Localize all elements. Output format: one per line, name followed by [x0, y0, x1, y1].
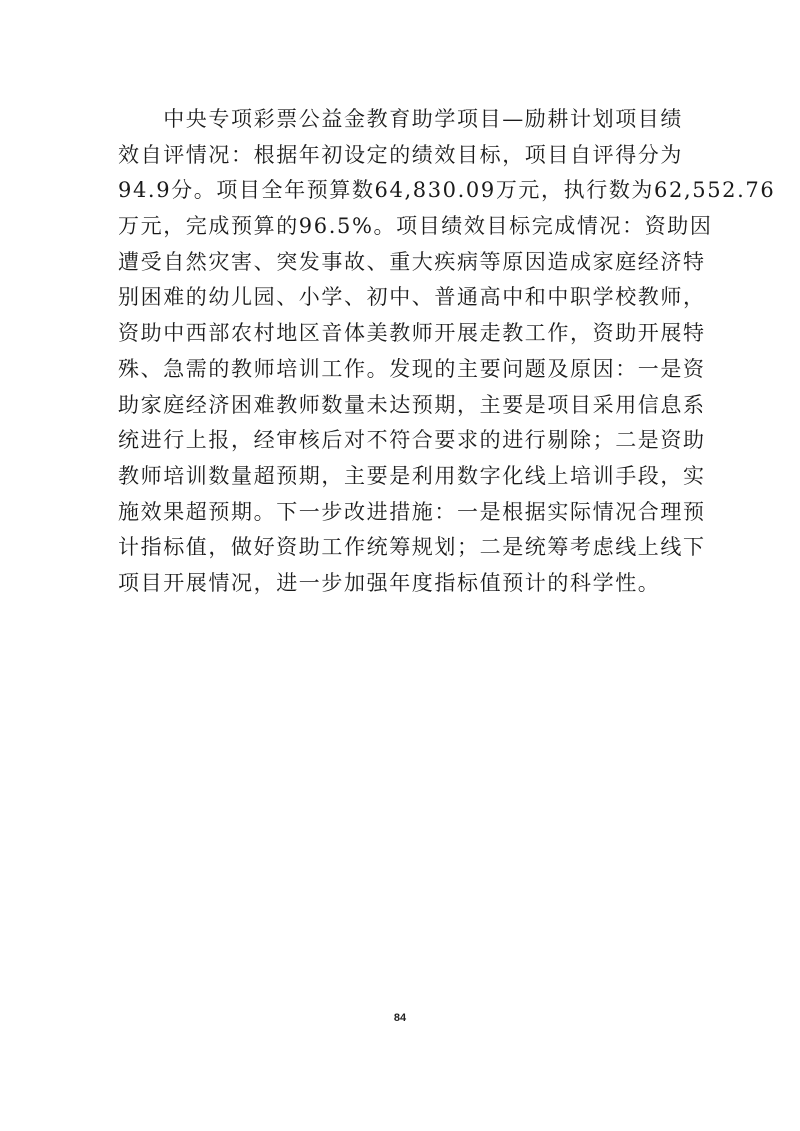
- paragraph-line: 效自评情况：根据年初设定的绩效目标，项目自评得分为: [118, 142, 683, 167]
- paragraph-line: 中央专项彩票公益金教育助学项目—励耕计划项目绩: [118, 107, 683, 131]
- paragraph-line: 统进行上报，经审核后对不符合要求的进行剔除；二是资助: [118, 428, 706, 453]
- paragraph-line: 助家庭经济困难教师数量未达预期，主要是项目采用信息系: [118, 392, 706, 417]
- paragraph-line: 资助中西部农村地区音体美教师开展走教工作，资助开展特: [118, 321, 706, 346]
- paragraph-line: 施效果超预期。下一步改进措施：一是根据实际情况合理预: [118, 499, 706, 524]
- page-number: 84: [393, 1012, 407, 1024]
- paragraph-line: 教师培训数量超预期，主要是利用数字化线上培训手段，实: [118, 463, 706, 488]
- paragraph-line: 万元，完成预算的96.5%。项目绩效目标完成情况：资助因: [118, 214, 713, 239]
- body-paragraph: [118, 102, 776, 602]
- paragraph-line: 计指标值，做好资助工作统筹规划；二是统筹考虑线上线下: [118, 535, 706, 560]
- paragraph-line: 殊、急需的教师培训工作。发现的主要问题及原因：一是资: [118, 356, 706, 381]
- paragraph-line: 项目开展情况，进一步加强年度指标值预计的科学性。: [118, 570, 661, 595]
- paragraph-line: 94.9分。项目全年预算数64,830.09万元，执行数为62,552.76: [118, 178, 776, 203]
- paragraph-line: 别困难的幼儿园、小学、初中、普通高中和中职学校教师，: [118, 285, 706, 310]
- paragraph-line: 遭受自然灾害、突发事故、重大疾病等原因造成家庭经济特: [118, 249, 706, 274]
